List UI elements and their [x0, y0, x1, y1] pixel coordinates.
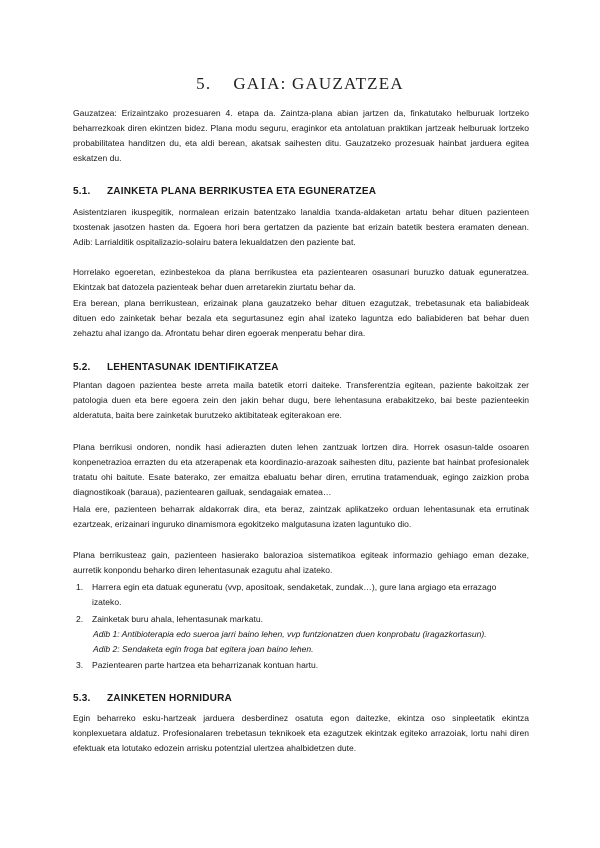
paragraph: Horrelako egoeretan, ezinbestekoa da plana berrikustea eta pazientearen osasunari buruzko datuak eguneratzea. Ekintzak bat datozela pazienteak behar duen arretarekin ziurtatu behar da.	[73, 267, 529, 292]
section-number: 5.3.	[73, 693, 91, 704]
paragraph: Hala ere, pazienteen beharrak aldakorrak dira, eta beraz, zaintzak aplikatzeko orduan lehentasunak eta errutinak ezartzeak, erizainari inguruko dinamismora egokitzeko malgutasuna izaten laguntuko dio.	[73, 504, 529, 529]
example-line: Adib 2: Sendaketa egin froga bat egitera joan baino lehen.	[93, 644, 314, 654]
section-title: LEHENTASUNAK IDENTIFIKATZEA	[107, 362, 279, 373]
list-item: 1. Harrera egin eta datuak eguneratu (vvp, apositoak, sendaketak, zundak…), gure lana argiago eta errazago izateko.	[76, 580, 529, 610]
intro-paragraph: Gauzatzea: Erizaintzako prozesuaren 4. etapa da. Zaintza-plana abian jartzen da, finkatutako helburuak lortzeko beharrezkoak diren ekintzen bidez. Plana modu seguru, eraginkor eta antolatuan praktikan jartzeak helburuak lortzeko probabilitatea handitzen du, eta aldi berean, akatsak saihesten ditu. Gauzatzeko prozesuak hainbat jarduera egitea eskatzen du.	[73, 108, 529, 163]
chapter-title-text: GAIA: GAUZATZEA	[233, 74, 404, 93]
paragraph: Plantan dagoen pazientea beste arreta maila batetik etorri daiteke. Transferentzia egitean, paziente bakoitzak zer patologia duen eta bere egoera zein den jakin behar dugu, bere lehentasuna erabakitzeko, bai beste pazienteekin alderatuta, baita bere zainketak burutzeko aktibitateak egiterakoan ere.	[73, 380, 529, 420]
paragraph: Asistentziaren ikuspegitik, normalean erizain batentzako lanaldia txanda-aldaketan artatu behar dituen pazienteen txostenak jasotzen hasten da. Egoera hori bera gertatzen da paziente bat erizain batetik bestera eramaten denean. Adib: Larrialditik ospitalizazio-solairu batera lekualdatzen den paziente bat.	[73, 207, 529, 247]
list-item-text: Harrera egin eta datuak eguneratu (vvp, apositoak, sendaketak, zundak…), gure lana argiago eta errazago izateko.	[92, 582, 497, 607]
list-item-text: Pazientearen parte hartzea eta beharrizanak kontuan hartu.	[92, 660, 319, 670]
paragraph: Plana berrikusteaz gain, pazienteen hasierako balorazioa sistematikoa egiteak informazio gehiago eman dezake, aurretik konpondu beharko diren lehentasunak ezagutu ahal izateko.	[73, 550, 529, 575]
section-number: 5.1.	[73, 186, 91, 197]
paragraph: Egin beharreko esku-hartzeak jarduera desberdinez osatuta egon daitezke, ekintza oso sinpleetatik ekintza konplexuetara aldatuz. Profesionalaren trebetasun teknikoek eta ezagutzek ekintzak egiteko arrazoiak, lortu nahi diren efektuak eta lotutako edozein arrisku potentzial ulertzea ahalbidetzen dute.	[73, 713, 529, 753]
list-item: 2. Zainketak buru ahala, lehentasunak markatu.	[76, 612, 529, 627]
section-number: 5.2.	[73, 362, 91, 373]
chapter-title	[0, 74, 600, 94]
section-title: ZAINKETEN HORNIDURA	[107, 693, 232, 704]
section-heading-5-1	[73, 186, 376, 197]
section-heading-5-3	[73, 693, 232, 704]
paragraph: Plana berrikusi ondoren, nondik hasi adierazten duten lehen zantzuak lortzen dira. Horrek osasun-talde osoaren konpenetrazioa errazten du eta atzerapenak eta koordinazio-arazoak saihesten ditu, paziente bat hainbat profesionalek tratatu ohi baitute. Esate baterako, zer emaitza ebaluatu behar diren, errutina tratamenduak, egingo zaizkion proba diagnostikoak (baraua), pazientearen gailuak, sendagaiak ematea…	[73, 442, 529, 497]
example-line: Adib 1: Antibioterapia edo sueroa jarri baino lehen, vvp funtzionatzen duen konprobatu (iragazkortasun).	[93, 629, 487, 639]
chapter-number: 5.	[196, 74, 212, 93]
paragraph: Era berean, plana berrikustean, erizainak plana gauzatzeko behar dituen ezagutzak, trebetasunak eta baliabideak dituen edo zainketak behar bezala eta segurtasunez egin ahal izateko laguntza edo baliabideren bat behar duen zehaztu ahal izango da. Afrontatu behar diren egoerak menperatu behar dira.	[73, 298, 529, 338]
list-item-text: Zainketak buru ahala, lehentasunak markatu.	[92, 614, 264, 624]
section-heading-5-2	[73, 362, 279, 373]
list-item: 3. Pazientearen parte hartzea eta beharrizanak kontuan hartu.	[76, 658, 529, 673]
section-title: ZAINKETA PLANA BERRIKUSTEA ETA EGUNERATZEA	[107, 186, 377, 197]
